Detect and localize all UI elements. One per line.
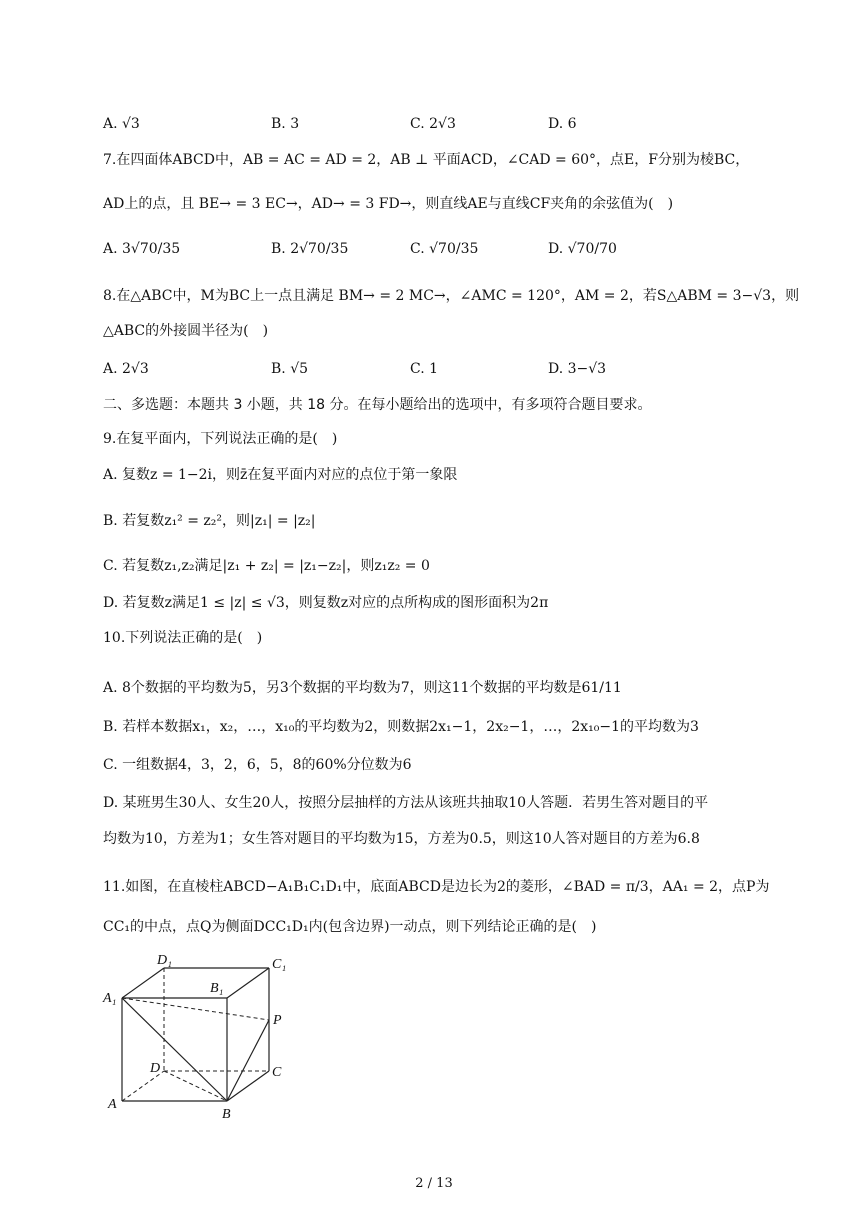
q6-option-b: B. 3 — [271, 116, 300, 132]
q8-option-c: C. 1 — [410, 361, 439, 377]
q11-stem-line2: CC₁的中点，点Q为侧面DCC₁D₁内(包含边界)一动点，则下列结论正确的是( ) — [103, 919, 597, 935]
q10-option-b: B. 若样本数据x₁，x₂，…，x₁₀的平均数为2，则数据2x₁−1，2x₂−1，…，2x₁₀−1的平均数为3 — [103, 719, 699, 735]
q8-stem-line1: 8.在△ABC中，M为BC上一点且满足 BM→ = 2 MC→，∠AMC = 120°，AM = 2，若S△ABM = 3−√3，则 — [103, 288, 800, 304]
label-c: C — [272, 1065, 282, 1080]
q10-option-d-line1: D. 某班男生30人、女生20人，按照分层抽样的方法从该班共抽取10人答题．若男生答对题目的平 — [103, 795, 709, 811]
label-a: A — [108, 1097, 117, 1112]
q6-option-c: C. 2√3 — [410, 116, 456, 132]
q8-option-d: D. 3−√3 — [548, 361, 607, 377]
q10-stem: 10.下列说法正确的是( ) — [103, 630, 263, 646]
page-number: 2 / 13 — [415, 1176, 453, 1191]
label-c1: C₁ — [272, 957, 287, 972]
q6-option-a: A. √3 — [103, 116, 140, 132]
prism-figure — [98, 948, 298, 1123]
q10-option-a: A. 8个数据的平均数为5，另3个数据的平均数为7，则这11个数据的平均数是61/11 — [103, 680, 622, 696]
q8-option-b: B. √5 — [271, 361, 309, 377]
q7-stem-line2: AD上的点，且 BE→ = 3 EC→，AD→ = 3 FD→，则直线AE与直线CF夹角的余弦值为( ) — [103, 196, 674, 212]
label-d: D — [150, 1061, 161, 1076]
q7-option-b: B. 2√70/35 — [271, 241, 349, 257]
section-heading-multiple-choice: 二、多选题：本题共 3 小题，共 18 分。在每小题给出的选项中，有多项符合题目要求。 — [103, 397, 652, 413]
q9-option-a: A. 复数z = 1−2i，则z̄在复平面内对应的点位于第一象限 — [103, 467, 458, 483]
label-a1: A₁ — [103, 991, 117, 1006]
q8-stem-line2: △ABC的外接圆半径为( ) — [103, 323, 269, 339]
q7-option-a: A. 3√70/35 — [103, 241, 181, 257]
q9-stem: 9.在复平面内，下列说法正确的是( ) — [103, 431, 338, 447]
label-b1: B₁ — [210, 981, 224, 996]
q6-option-d: D. 6 — [548, 116, 577, 132]
q10-option-d-line2: 均数为10，方差为1；女生答对题目的平均数为15，方差为0.5，则这10人答对题目的方差为6.8 — [103, 831, 700, 847]
q8-option-a: A. 2√3 — [103, 361, 149, 377]
label-d1: D₁ — [157, 953, 172, 968]
q7-option-d: D. √70/70 — [548, 241, 617, 257]
label-p: P — [273, 1013, 282, 1028]
q9-option-d: D. 若复数z满足1 ≤ |z| ≤ √3，则复数z对应的点所构成的图形面积为2π — [103, 595, 549, 611]
q9-option-c: C. 若复数z₁,z₂满足|z₁ + z₂| = |z₁−z₂|，则z₁z₂ = 0 — [103, 558, 430, 574]
q7-option-c: C. √70/35 — [410, 241, 479, 257]
label-b: B — [222, 1107, 231, 1122]
q7-stem-line1: 7.在四面体ABCD中，AB = AC = AD = 2，AB ⊥ 平面ACD，∠CAD = 60°，点E，F分别为棱BC， — [103, 152, 750, 168]
q11-stem-line1: 11.如图，在直棱柱ABCD−A₁B₁C₁D₁中，底面ABCD是边长为2的菱形，∠BAD = π/3，AA₁ = 2，点P为 — [103, 879, 770, 895]
q10-option-c: C. 一组数据4，3，2，6，5，8的60%分位数为6 — [103, 757, 412, 773]
q9-option-b: B. 若复数z₁² = z₂²，则|z₁| = |z₂| — [103, 513, 316, 529]
